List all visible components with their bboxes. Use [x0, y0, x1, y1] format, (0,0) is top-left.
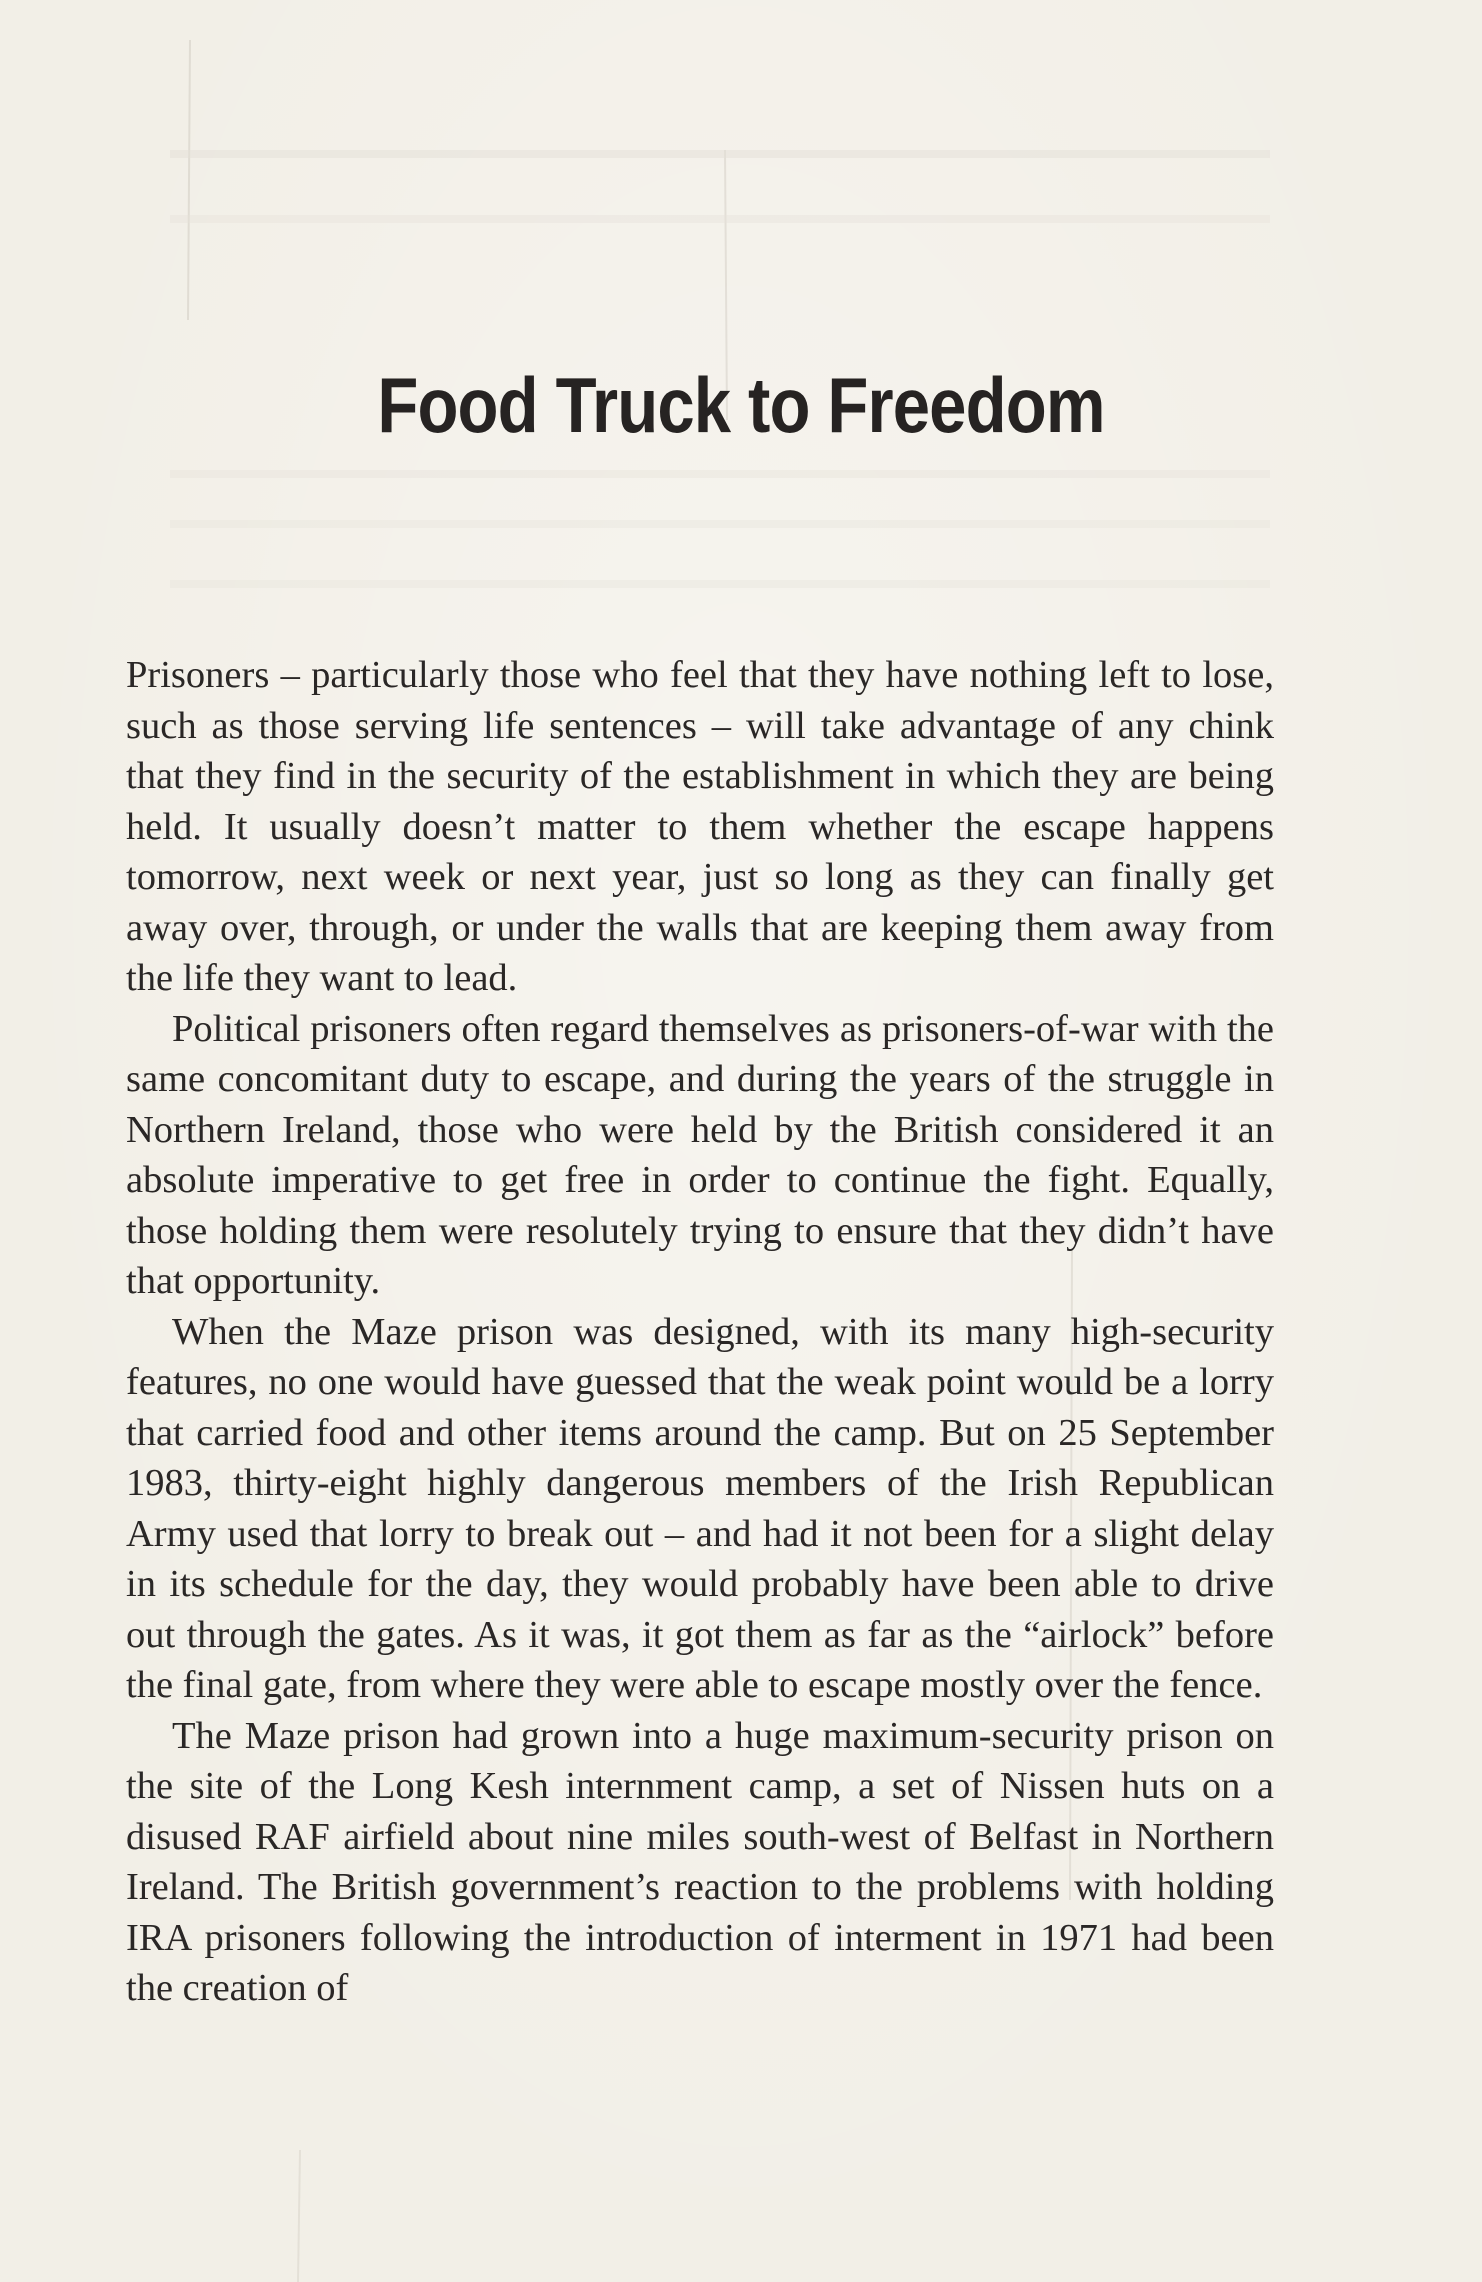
paragraph-4: The Maze prison had grown into a huge maximum-security prison on the site of the Long Kesh internment camp, a set of Nissen huts on a disused RAF airfield about nine miles south-west of Belfast in Northern Ireland. The British government’s reaction to the problems with holding IRA prisoners following the introduction of interment in 1971 had been the creation of [126, 1714, 1274, 2009]
chapter-body [126, 650, 1274, 2014]
chapter-title: Food Truck to Freedom [377, 361, 1105, 449]
paragraph-2: Political prisoners often regard themselves as prisoners-of-war with the same concomitant duty to escape, and during the years of the struggle in Northern Ireland, those who were held by the British considered it an absolute imperative to get free in order to continue the fight. Equally, those holding them were resolutely trying to ensure that they didn’t have that opportunity. [126, 1007, 1274, 1302]
paragraph-3: When the Maze prison was designed, with its many high-security features, no one would have guessed that the weak point would be a lorry that carried food and other items around the camp. But on 25 September 1983, thirty-eight highly dangerous members of the Irish Republican Army used that lorry to break out – and had it not been for a slight delay in its schedule for the day, they would probably have been able to drive out through the gates. As it was, it got them as far as the “airlock” before the final gate, from where they were able to escape mostly over the fence. [126, 1310, 1274, 1706]
paragraph-1: Prisoners – particularly those who feel that they have nothing left to lose, such as those serving life sentences – will take advantage of any chink that they find in the security of the establishment in which they are being held. It usually doesn’t matter to them whether the escape happens tomorrow, next week or next year, just so long as they can finally get away over, through, or under the walls that are keeping them away from the life they want to lead. [126, 654, 1274, 999]
